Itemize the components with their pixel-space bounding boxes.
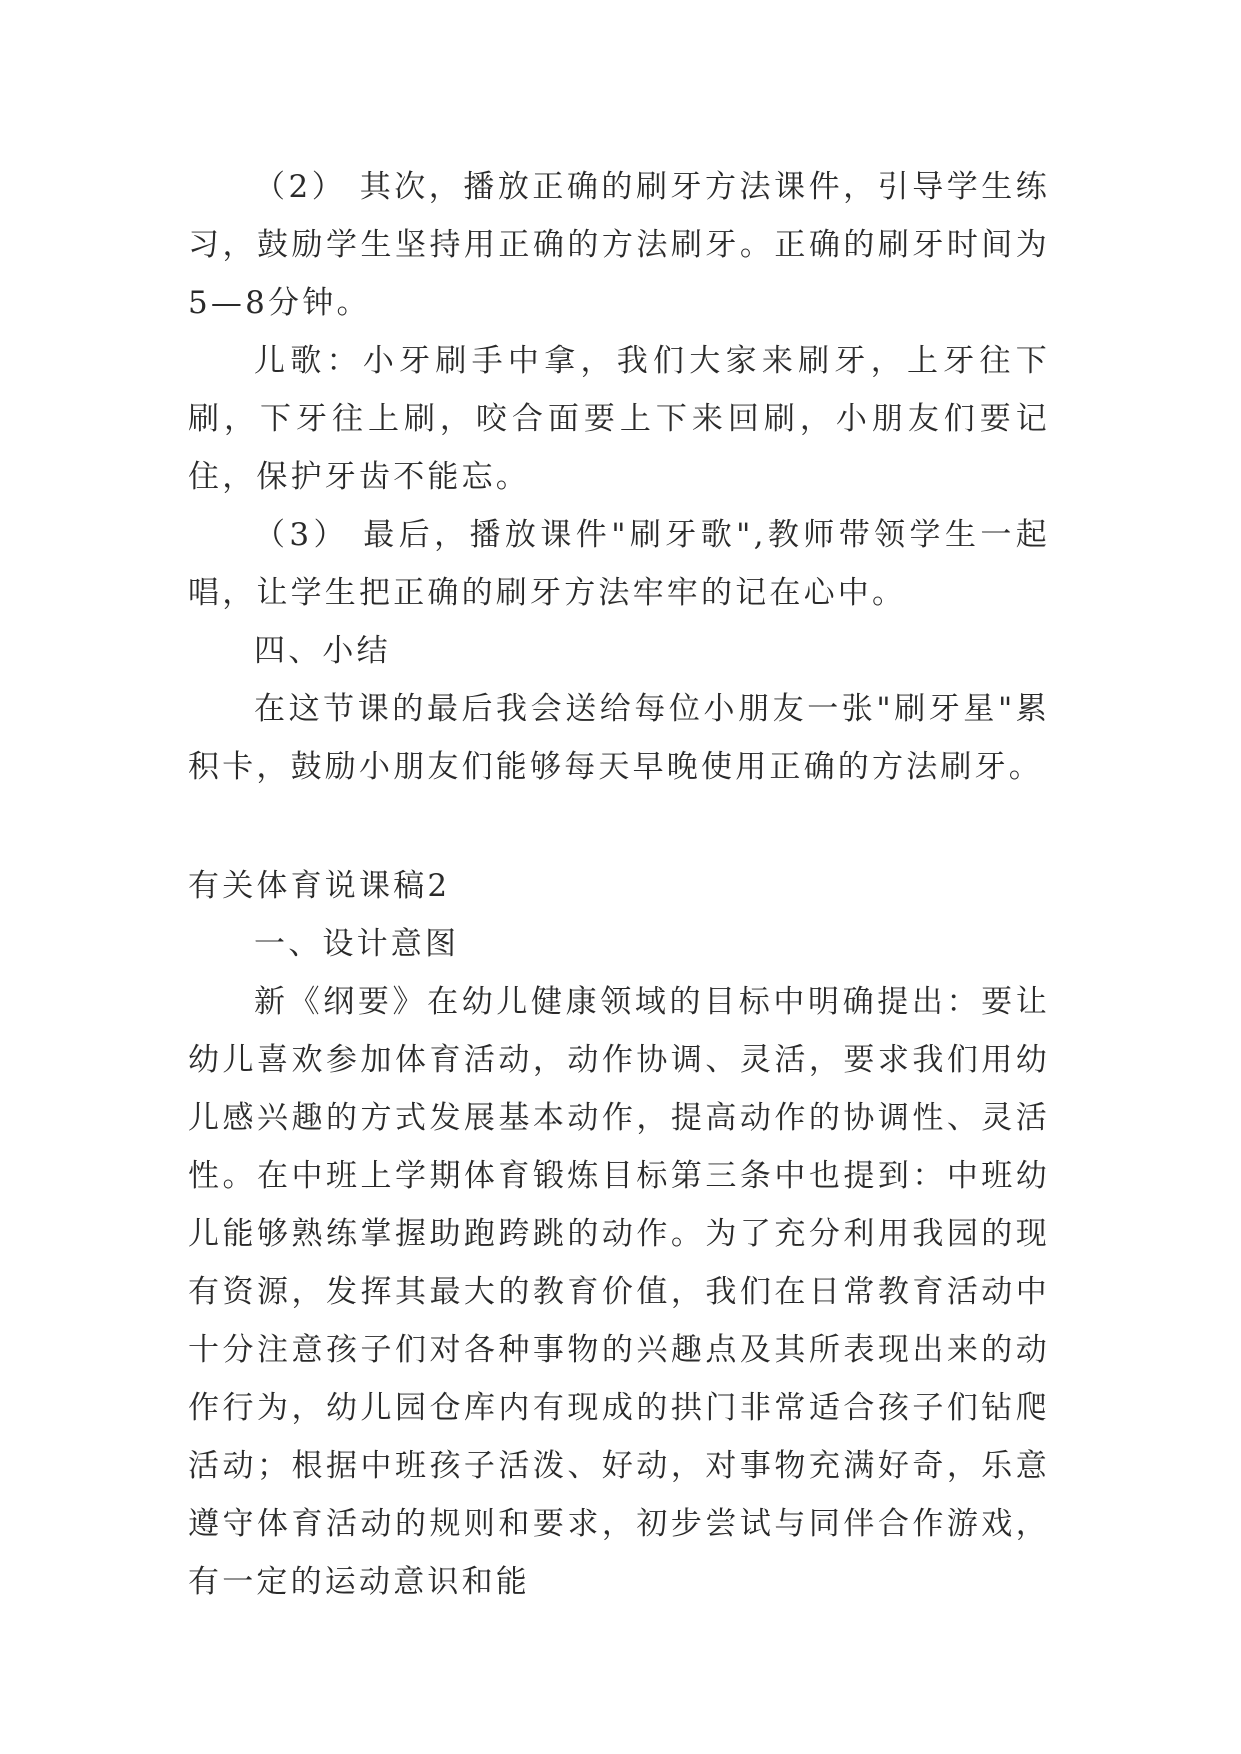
paragraph-design-intent: 新《纲要》在幼儿健康领域的目标中明确提出：要让幼儿喜欢参加体育活动，动作协调、灵活，要求我们用幼儿感兴趣的方式发展基本动作，提高动作的协调性、灵活性。在中班上学期体育锻炼目标第三条中也提到：中班幼儿能够熟练掌握助跑跨跳的动作。为了充分利用我园的现有资源，发挥其最大的教育价值，我们在日常教育活动中十分注意孩子们对各种事物的兴趣点及其所表现出来的动作行为，幼儿园仓库内有现成的拱门非常适合孩子们钻爬活动；根据中班孩子活泼、好动，对事物充满好奇，乐意遵守体育活动的规则和要求，初步尝试与同伴合作游戏，有一定的运动意识和能 xyxy=(188,984,1050,1600)
paragraph-step-3: （3） 最后，播放课件"刷牙歌",教师带领学生一起唱，让学生把正确的刷牙方法牢牢的记在心中。 xyxy=(188,517,1050,611)
paragraph-summary: 在这节课的最后我会送给每位小朋友一张"刷牙星"累积卡，鼓励小朋友们能够每天早晚使用正确的方法刷牙。 xyxy=(188,691,1050,785)
lesson-plan-2 xyxy=(188,857,1050,1611)
heading-summary: 四、小结 xyxy=(254,633,391,669)
paragraph-nursery-rhyme: 儿歌：小牙刷手中拿，我们大家来刷牙，上牙往下刷，下牙往上刷，咬合面要上下来回刷，小朋友们要记住，保护牙齿不能忘。 xyxy=(188,343,1050,495)
section-title: 有关体育说课稿2 xyxy=(188,868,451,904)
lesson-continuation xyxy=(188,158,1050,796)
paragraph-step-2: （2） 其次，播放正确的刷牙方法课件，引导学生练习，鼓励学生坚持用正确的方法刷牙。正确的刷牙时间为5—8分钟。 xyxy=(188,169,1050,321)
heading-design-intent: 一、设计意图 xyxy=(254,926,460,962)
